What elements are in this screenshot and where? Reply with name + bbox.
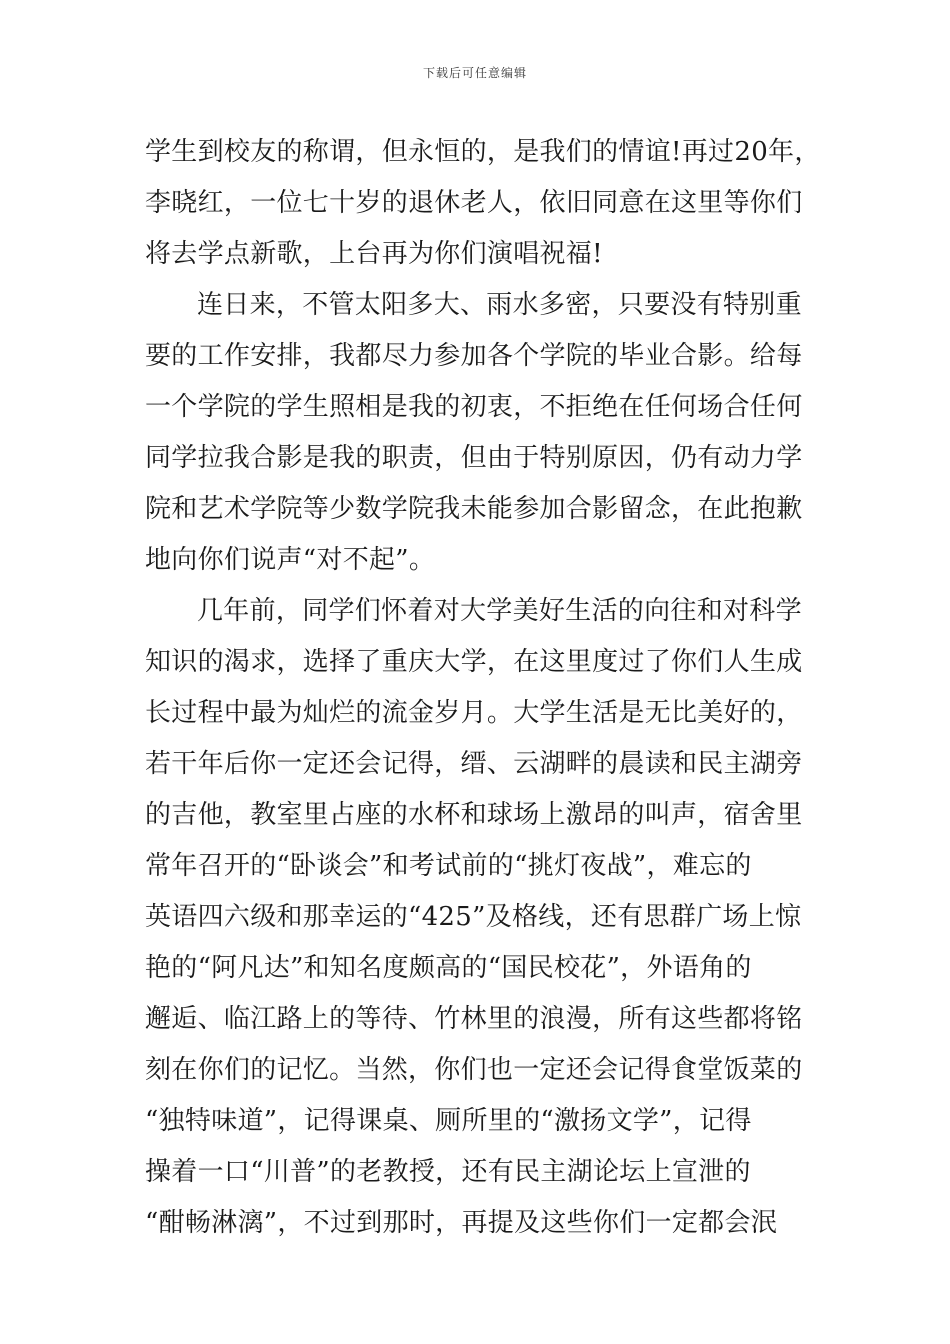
text-line: 连日来，不管太阳多大、雨水多密，只要没有特别重 [197, 290, 802, 320]
text-line: 学生到校友的称谓，但永恒的，是我们的情谊!再过20年， [145, 137, 821, 167]
text-line: 几年前，同学们怀着对大学美好生活的向往和对科学 [197, 596, 802, 626]
text-line: 院和艺术学院等少数学院我未能参加合影留念，在此抱歉 [145, 494, 803, 524]
text-line: 邂逅、临江路上的等待、竹林里的浪漫，所有这些都将铭 [145, 1004, 803, 1034]
text-line: “酣畅淋漓”，不过到那时，再提及这些你们一定都会泯 [145, 1208, 778, 1238]
text-line: 的吉他，教室里占座的水杯和球场上激昂的叫声，宿舍里 [145, 800, 803, 830]
text-line: 若干年后你一定还会记得，缙、云湖畔的晨读和民主湖旁 [145, 749, 803, 779]
paragraph-3 [145, 586, 810, 1249]
text-line: 刻在你们的记忆。当然，你们也一定还会记得食堂饭菜的 [145, 1055, 803, 1085]
text-line: 长过程中最为灿烂的流金岁月。大学生活是无比美好的， [145, 698, 803, 728]
text-line: 艳的“阿凡达”和知名度颇高的“国民校花”，外语角的 [145, 953, 752, 983]
text-line: 李晓红，一位七十岁的退休老人，依旧同意在这里等你们 [145, 188, 803, 218]
text-line: 知识的渴求，选择了重庆大学，在这里度过了你们人生成 [145, 647, 803, 677]
text-line: 英语四六级和那幸运的“425”及格线，还有思群广场上惊 [145, 902, 802, 932]
text-line: 将去学点新歌，上台再为你们演唱祝福! [145, 239, 603, 269]
text-line: 要的工作安排，我都尽力参加各个学院的毕业合影。给每 [145, 341, 803, 371]
text-line: 地向你们说声“对不起”。 [145, 545, 436, 575]
header-note: 下载后可任意编辑 [422, 66, 527, 80]
body-text [145, 127, 821, 1249]
text-line: 操着一口“川普”的老教授，还有民主湖论坛上宣泄的 [145, 1157, 751, 1187]
text-line: “独特味道”，记得课桌、厕所里的“激扬文学”，记得 [145, 1106, 752, 1136]
text-line: 常年召开的“卧谈会”和考试前的“挑灯夜战”，难忘的 [145, 851, 752, 881]
paragraph-2 [145, 280, 810, 586]
text-line: 一个学院的学生照相是我的初衷，不拒绝在任何场合任何 [145, 392, 803, 422]
paragraph-1 [145, 127, 821, 280]
text-line: 同学拉我合影是我的职责，但由于特别原因，仍有动力学 [145, 443, 803, 473]
